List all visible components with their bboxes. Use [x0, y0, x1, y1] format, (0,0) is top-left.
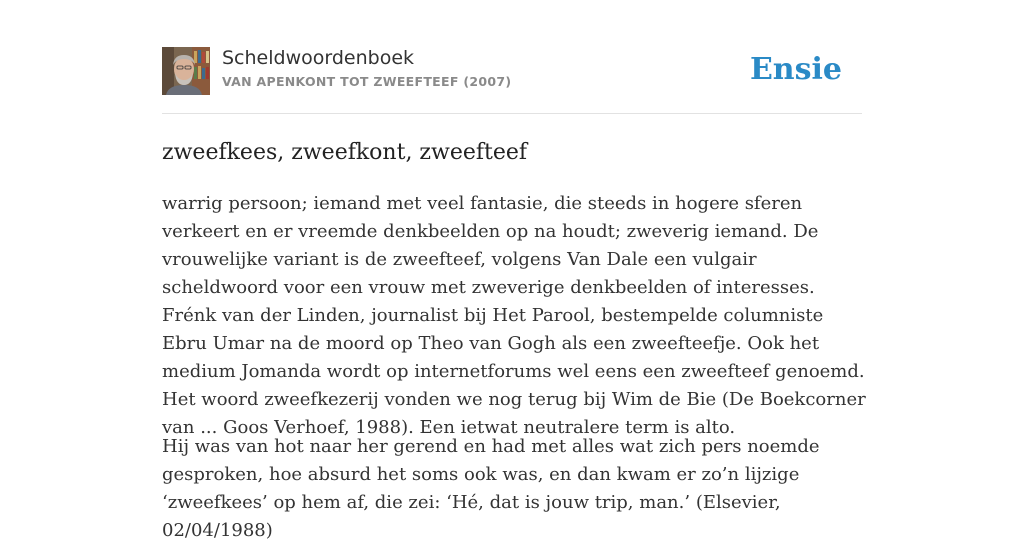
- entry-title: zweefkees, zweefkont, zweefteef: [162, 140, 528, 165]
- book-subtitle: VAN APENKONT TOT ZWEEFTEEF (2007): [222, 74, 512, 89]
- entry-quote: Hij was van hot naar her gerend en had met alles wat zich pers noemde gesproken, hoe absurd het soms ook was, en dan kwam er zo’n lijzige ‘zweefkees’ op hem af, die zei: ‘Hé, dat is jouw trip, man.’ (Elsevier, 02/04/1988): [162, 436, 820, 541]
- author-avatar[interactable]: [162, 47, 210, 95]
- entry-definition: warrig persoon; iemand met veel fantasie, die steeds in hogere sferen verkeert en er vreemde denkbeelden op na houdt; zweverig iemand. De vrouwelijke variant is de zweefteef, volgens Van Dale een vulgair scheldwoord voor een vrouw met zweverige denkbeelden of interesses. Frénk van der Linden, journalist bij Het Parool, bestempelde columniste Ebru Umar na de moord op Theo van Gogh als een zweefteefje. Ook het medium Jomanda wordt op internetforums wel eens een zweefteef genoemd. Het woord zweefkezerij vonden we nog terug bij Wim de Bie (De Boekcorner van ... Goos Verhoef, 1988). Een ietwat neutralere term is alto.: [162, 193, 866, 438]
- book-title[interactable]: Scheldwoordenboek: [222, 47, 415, 69]
- header: [162, 46, 862, 96]
- header-divider: [162, 113, 862, 114]
- ensie-logo[interactable]: Ensie: [749, 52, 842, 87]
- author-portrait-icon: [162, 47, 210, 95]
